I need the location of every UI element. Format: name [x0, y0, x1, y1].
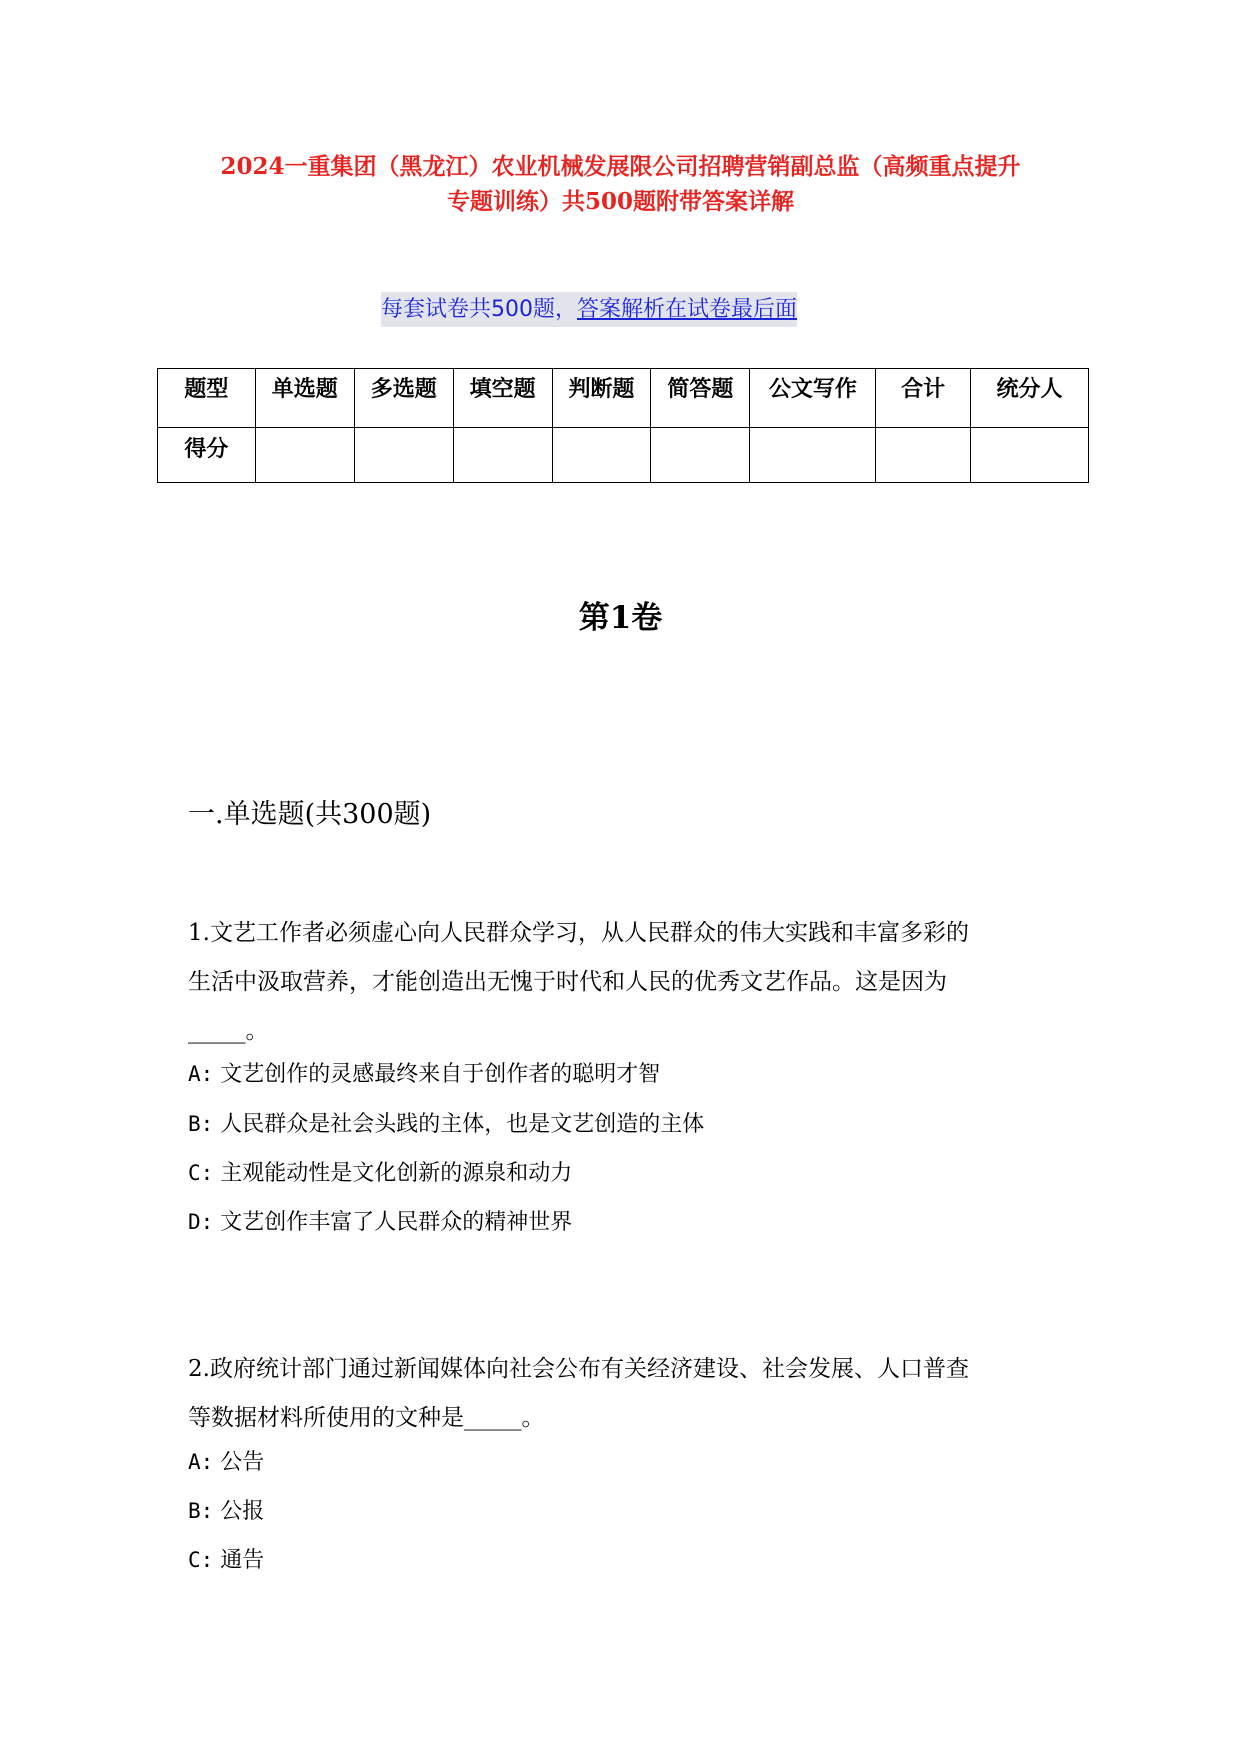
row-label-score: 得分 [158, 428, 256, 483]
score-cell [750, 428, 876, 483]
score-cell [255, 428, 354, 483]
header-cell-true-false: 判断题 [552, 369, 651, 428]
question-1-option-c [188, 1153, 572, 1194]
option-label: A: [188, 1062, 214, 1086]
question-2-text [188, 1345, 1068, 1443]
score-cell [453, 428, 552, 483]
volume-title: 第1卷 [578, 600, 663, 636]
question-2-line-2: 等数据材料所使用的文种是_____。 [188, 1405, 545, 1431]
option-text: 通告 [220, 1548, 265, 1573]
header-cell-multiple-choice: 多选题 [354, 369, 453, 428]
notice-text: 每套试卷共500题， [381, 297, 577, 322]
score-cell [354, 428, 453, 483]
title-line-1: 2024一重集团（黑龙江）农业机械发展限公司招聘营销副总监（高频重点提升 [220, 153, 1021, 180]
option-label: C: [188, 1161, 214, 1185]
question-1-option-d [188, 1202, 572, 1243]
option-text: 文艺创作丰富了人民群众的精神世界 [220, 1210, 573, 1235]
question-2-option-b [188, 1491, 264, 1532]
option-text: 公报 [220, 1499, 265, 1524]
question-2-option-a [188, 1442, 264, 1483]
question-1-text [188, 909, 1068, 1056]
answer-notice [381, 292, 797, 327]
header-cell-fill-blank: 填空题 [453, 369, 552, 428]
option-label: C: [188, 1548, 214, 1572]
score-table-score-row [158, 428, 1089, 483]
option-text: 文艺创作的灵感最终来自于创作者的聪明才智 [220, 1062, 661, 1087]
question-1-line-1: 1.文艺工作者必须虚心向人民群众学习，从人民群众的伟大实践和丰富多彩的 [188, 920, 969, 946]
option-label: B: [188, 1499, 214, 1523]
question-1-line-2: 生活中汲取营养，才能创造出无愧于时代和人民的优秀文艺作品。这是因为 [188, 969, 947, 995]
option-text: 公告 [220, 1450, 265, 1475]
header-cell-single-choice: 单选题 [255, 369, 354, 428]
document-title [150, 149, 1091, 219]
score-cell [876, 428, 971, 483]
score-table [157, 368, 1089, 483]
header-cell-official-writing: 公文写作 [750, 369, 876, 428]
option-label: A: [188, 1450, 214, 1474]
question-2-line-1: 2.政府统计部门通过新闻媒体向社会公布有关经济建设、社会发展、人口普查 [188, 1356, 969, 1382]
notice-underlined-text: 答案解析在试卷最后面 [577, 297, 798, 322]
question-1-option-b [188, 1104, 704, 1145]
section-title: 一.单选题(共300题) [188, 799, 432, 830]
question-2-option-c [188, 1540, 264, 1581]
option-label: D: [188, 1210, 214, 1234]
header-cell-type: 题型 [158, 369, 256, 428]
score-cell [651, 428, 750, 483]
score-table-header-row [158, 369, 1089, 428]
option-text: 主观能动性是文化创新的源泉和动力 [220, 1161, 573, 1186]
header-cell-total: 合计 [876, 369, 971, 428]
option-label: B: [188, 1112, 214, 1136]
header-cell-short-answer: 简答题 [651, 369, 750, 428]
title-line-2: 专题训练）共500题附带答案详解 [446, 188, 794, 215]
option-text: 人民群众是社会头践的主体，也是文艺创造的主体 [220, 1112, 705, 1137]
question-1-line-3: _____。 [188, 1018, 269, 1044]
score-cell [971, 428, 1089, 483]
header-cell-scorer: 统分人 [971, 369, 1089, 428]
question-1-option-a [188, 1054, 660, 1095]
score-cell [552, 428, 651, 483]
